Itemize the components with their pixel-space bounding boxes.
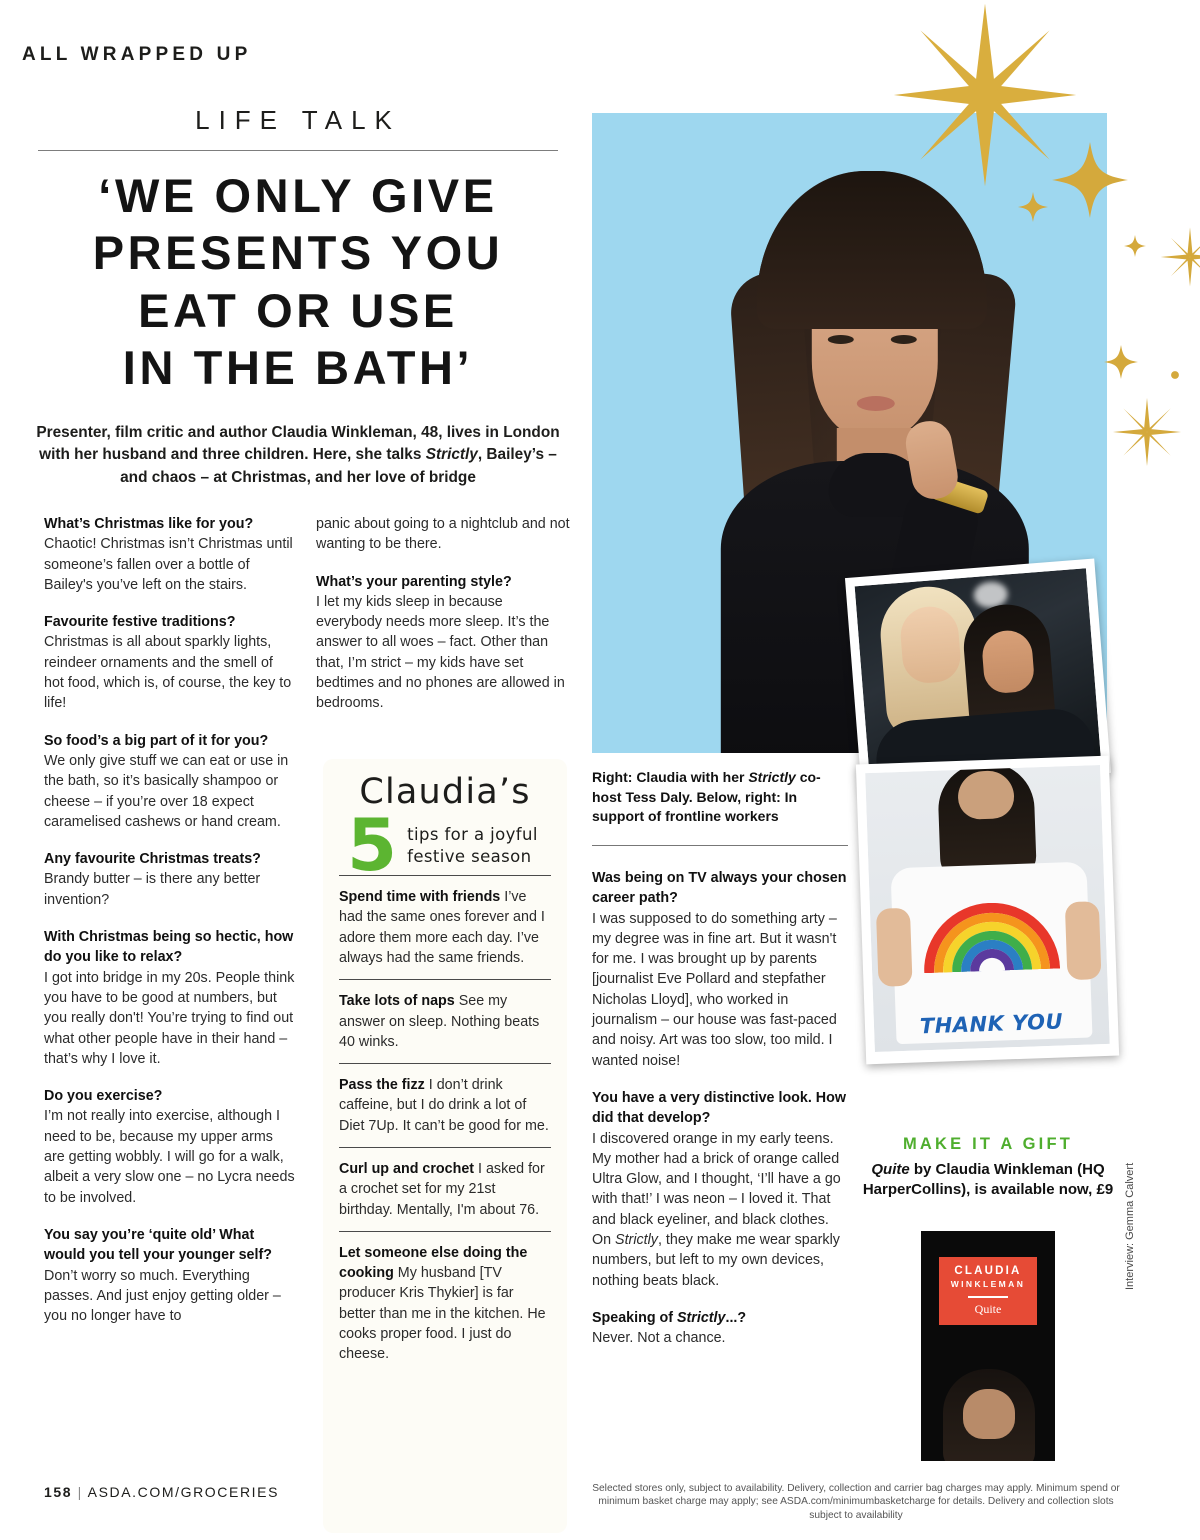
standfirst-text-2: , Bailey’s – and chaos – at Christmas, and her love of bridge: [120, 446, 557, 486]
legal-disclaimer: Selected stores only, subject to availability. Delivery, collection and carrier bag charges may apply. Minimum spend or minimum basket charge may apply; see ASDA.com/minimumbasketcharge for details. Delivery and collection slots subject to availability: [592, 1483, 1120, 1521]
answer: Never. Not a chance.: [592, 1330, 726, 1347]
inset-photo-thank-you-tee: [856, 756, 1119, 1065]
headline-line-1: ‘WE ONLY GIVE: [98, 169, 498, 222]
standfirst: [36, 422, 561, 489]
tip-lead: Let someone else doing the cooking: [339, 1244, 528, 1282]
lips: [856, 396, 894, 411]
question-text-1: Speaking of: [592, 1309, 677, 1326]
kicker-all-wrapped-up: ALL WRAPPED UP: [22, 44, 252, 65]
make-it-a-gift-box: [862, 1100, 1114, 1201]
answer: We only give stuff we can eat or use in the bath, so it’s basically shampoo or cheese – if you’re over 18 expect caramelised cashews or hand cream.: [44, 752, 289, 830]
tip-item: [339, 1147, 551, 1231]
tip-lead: Spend time with friends: [339, 889, 501, 906]
gold-star-sm2-icon: [1104, 345, 1138, 379]
tips-box-title: Claudia’s: [359, 772, 531, 812]
question-italic: Strictly: [677, 1309, 726, 1326]
tip-item: [339, 979, 551, 1063]
tip-text: I’ve had the same ones forever and I adore them more each day. I’ve always had the same friends.: [339, 889, 545, 966]
tip-text: See my answer on sleep. Nothing beats 40 winks.: [339, 993, 540, 1050]
question: With Christmas being so hectic, how do you like to relax?: [44, 929, 294, 966]
gold-dot-icon: [1168, 368, 1182, 382]
book-cover-rule: [968, 1296, 1008, 1299]
caption-text-2: co-host Tess Daly. Below, right: In support of frontline workers: [592, 769, 821, 825]
gift-box-title: MAKE IT A GIFT: [902, 1135, 1074, 1153]
qa-block: [44, 1225, 296, 1326]
qa-block: [592, 868, 848, 1071]
tip-lead: Curl up and crochet: [339, 1161, 475, 1177]
answer: Don’t worry so much. Everything passes. And just enjoy getting older – you no longer have to: [44, 1267, 281, 1325]
tips-box-subtitle-row: [339, 803, 551, 887]
tip-lead: Take lots of naps: [339, 993, 455, 1010]
book-title: Quite: [974, 1302, 1002, 1317]
body-column-2: [316, 514, 572, 714]
headline-line-3: EAT OR USE: [138, 283, 458, 337]
photo-caption: [592, 768, 840, 827]
photo-credit: Interview: Gemma Calvert: [1124, 1162, 1136, 1290]
section-label: LIFE TALK: [195, 105, 401, 135]
header-divider: [38, 150, 558, 151]
tip-item: [339, 875, 551, 979]
question-text-2: ...?: [725, 1309, 747, 1326]
question: What’s Christmas like for you?: [44, 516, 254, 532]
folio-site: ASDA.COM/GROCERIES: [87, 1484, 280, 1500]
book-author-first: CLAUDIA: [954, 1264, 1022, 1277]
qa-block: [44, 612, 296, 713]
answer: I’m not really into exercise, although I need to be, because my upper arms are getting wobbly. I will go for a walk, albeit a very slow one – no Lycra needs to be involved.: [44, 1108, 295, 1206]
fringe-shape: [756, 171, 986, 329]
question: Was being on TV always your chosen career path?: [592, 870, 847, 907]
question: You have a very distinctive look. How did that develop?: [592, 1089, 846, 1127]
gift-book-title-italic: Quite: [871, 1161, 910, 1178]
answer-text-1: I discovered orange in my early teens. My mother had a brick of orange called Ultra Glow, and I thought, ‘I’ll have a go with that!’ I was neon – I loved it. That and black eyeliner, and black clothes. On: [592, 1130, 841, 1249]
tip-lead: Pass the fizz: [339, 1077, 425, 1094]
article-header: [22, 105, 574, 489]
book-cover-quite: [921, 1231, 1055, 1461]
question: Favourite festive traditions?: [44, 614, 236, 631]
qa-block: [44, 927, 296, 1069]
tips-box-inner: [323, 759, 567, 1533]
answer: I was supposed to do something arty – my degree was in fine art. But it wasn't for me. I was brought up by parents [journalist Eve Pollard and stepfather Nicholas Lloyd], who worked in journalism – our house was fast-paced and noisy. Art was too slow, too mild. I wanted noise!: [592, 910, 837, 1069]
thank-you-slogan: THANK YOU: [919, 1009, 1064, 1039]
caption-text-1: Right: Claudia with her: [592, 769, 749, 785]
right-eye: [890, 335, 916, 344]
body-column-1: [44, 514, 296, 1326]
standfirst-text-1: Presenter, film critic and author Claudia Winkleman, 48, lives in London with her husband and three children. Here, she talks: [36, 424, 560, 464]
standfirst-italic: Strictly: [425, 446, 478, 464]
answer: Christmas is all about sparkly lights, reindeer ornaments and the smell of hot food, which is, of course, the key to life!: [44, 634, 292, 712]
folio: [44, 1484, 279, 1500]
tip-text: My husband [TV producer Kris Thykier] is far better than me in the kitchen. He cooks proper food. I just do cheese.: [339, 1265, 546, 1363]
answer: I let my kids sleep in because everybody needs more sleep. It’s the answer to all woes – fact. Other than that, I’m strict – my kids have set bedtimes and no phones are allowed in bedrooms.: [316, 593, 565, 712]
book-author-last: WINKLEMAN: [950, 1278, 1026, 1289]
photo2-right-arm: [1065, 901, 1102, 980]
caption-italic: Strictly: [748, 769, 796, 785]
tip-text: I asked for a crochet set for my 21st birthday. Mentally, I'm about 76.: [339, 1161, 545, 1218]
gift-box-text: [862, 1160, 1114, 1201]
question: [592, 1308, 848, 1328]
qa-block: [316, 572, 572, 714]
gold-sparkle-burst-icon: [1158, 225, 1200, 289]
claudias-tips-box: [316, 752, 574, 1540]
caption-divider: [592, 845, 848, 846]
inset-photo-1-image: [855, 568, 1102, 780]
answer: Brandy butter – is there any better invention?: [44, 871, 261, 908]
book-cover-face: [963, 1389, 1015, 1439]
qa-block: [44, 514, 296, 595]
tips-count-number: 5: [347, 803, 398, 887]
book-cover-red-panel: [939, 1257, 1037, 1325]
tip-item: [339, 1231, 551, 1376]
gold-sparkle-burst2-icon: [1110, 395, 1184, 469]
qa-block: [44, 1086, 296, 1208]
inset-photo-2-image: [865, 765, 1110, 1052]
gold-star-tiny-icon: [1124, 235, 1146, 257]
page-number: 158: [44, 1484, 73, 1500]
answer-text-2: , they make me wear sparkly numbers, but left to my own devices, nothing beats black.: [592, 1232, 840, 1289]
answer: I got into bridge in my 20s. People think you have to be good at numbers, but you really don't! You’re trying to find out what other people have in their hand – that’s why I love it.: [44, 969, 295, 1067]
rainbow-icon: [922, 899, 1060, 974]
tips-box-subtitle: tips for a joyful festive season: [407, 825, 538, 866]
tip-item: [339, 1063, 551, 1147]
qa-block: [44, 731, 296, 832]
continuation-paragraph: [316, 514, 572, 555]
folio-separator: |: [77, 1484, 83, 1500]
headline-line-2: PRESENTS YOU: [92, 226, 504, 280]
question: You say you’re ‘quite old’ What would you tell your younger self?: [44, 1226, 272, 1264]
answer-italic: Strictly: [615, 1232, 658, 1249]
question: Do you exercise?: [44, 1088, 163, 1105]
question: So food’s a big part of it for you?: [44, 732, 269, 749]
photo2-face: [957, 770, 1015, 820]
gift-box-detail: by Claudia Winkleman (HQ HarperCollins), is available now, £9: [862, 1161, 1114, 1199]
question: Any favourite Christmas treats?: [44, 851, 261, 868]
left-eye: [827, 335, 853, 344]
headline-line-4: IN THE BATH’: [122, 340, 474, 394]
qa-block: [592, 1088, 848, 1291]
question: What’s your parenting style?: [316, 573, 512, 590]
gold-glitter-bar: [862, 1100, 1114, 1117]
answer: panic about going to a nightclub and not wanting to be there.: [316, 516, 570, 553]
page-title: [22, 165, 574, 396]
photo2-left-arm: [876, 908, 913, 987]
answer: Chaotic! Christmas isn’t Christmas until someone’s fallen over a bottle of Bailey's you’ve left on the stairs.: [44, 536, 293, 593]
body-column-3: [592, 868, 848, 1349]
tip-text: I don’t drink caffeine, but I do drink a lot of Diet 7Up. It can’t be good for me.: [339, 1077, 549, 1134]
qa-block: [592, 1308, 848, 1349]
qa-block: [44, 849, 296, 910]
